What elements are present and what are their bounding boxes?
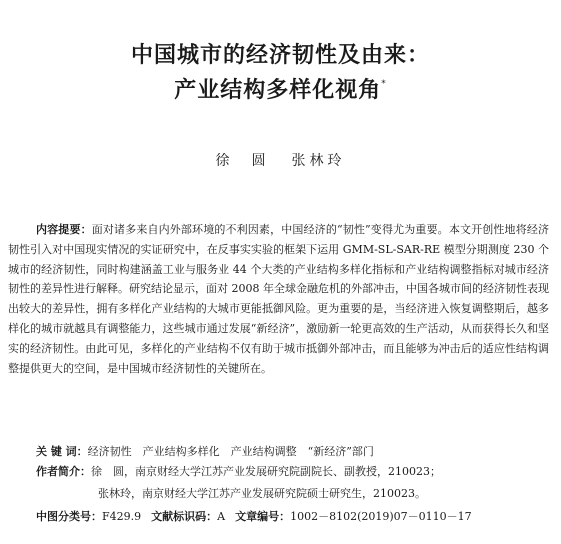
keywords-text: 经济韧性 产业结构多样化 产业结构调整 “新经济”部门 [87,445,374,458]
cls-value: F429.9 [102,510,142,523]
author-info-line2: 张林玲，南京财经大学江苏产业发展研究院硕士研究生，210023。 [98,487,426,500]
paper-title-line2-text: 产业结构多样化视角 [174,78,382,103]
author-info-label: 作者简介： [36,465,91,478]
doc-code-label: 文献标识码： [151,510,218,523]
cls-label: 中图分类号： [36,510,102,523]
author-name-1: 徐 圆 [215,153,270,169]
abstract-label: 内容提要： [36,223,92,236]
paper-title-line1: 中国城市的经济韧性及由来： [130,43,430,68]
author-info-line1: 徐 圆，南京财经大学江苏产业发展研究院副院长、副教授，210023； [91,465,441,478]
abstract-paragraph [8,220,549,378]
author-name-2: 张林玲 [291,153,346,169]
article-number-label: 文章编号： [235,510,291,523]
paper-title-line2 [0,73,561,104]
author-info-row-2 [98,485,426,503]
title-footnote-mark: * [381,78,387,89]
article-number-value: 1002－8102(2019)07－0110－17 [290,510,472,523]
abstract-text: 面对诸多来自内外部环境的不利因素，中国经济的“韧性”变得尤为重要。本文开创性地将经济韧性引入对中国现实情况的实证研究中，在反事实实验的框架下运用 GMM-SL-SAR-RE 模型分期测度 230 个城市的经济韧性，同时构建涵盖工业与服务业 44 个大类的产业结构多样化指标和产业结构调整指标对城市经济韧性的差异性进行解释。研究结论显示，面对 2008 年全球金融危机的外部冲击，中国各城市间的经济韧性表现出较大的差异性，拥有多样化产业结构的大城市更能抵御风险。更为重要的是，当经济进入恢复调整期后，越多样化的城市就越具有调整能力，这些城市通过发展“新经济”，激励新一轮更高效的生产活动，从而获得长久和坚实的经济韧性。由此可见，多样化的产业结构不仅有助于城市抵御外部冲击，而且能够为冲击后的适应性结构调整提供更大的空间，是中国城市经济韧性的关键所在。 [8,223,549,375]
author-info-row-1 [36,463,441,481]
doc-code-value: A [217,510,226,523]
classification-row [36,508,472,526]
keywords-row [36,443,374,461]
keywords-label: 关 键 词： [36,445,88,458]
abstract [8,220,549,378]
author-names [0,150,561,170]
